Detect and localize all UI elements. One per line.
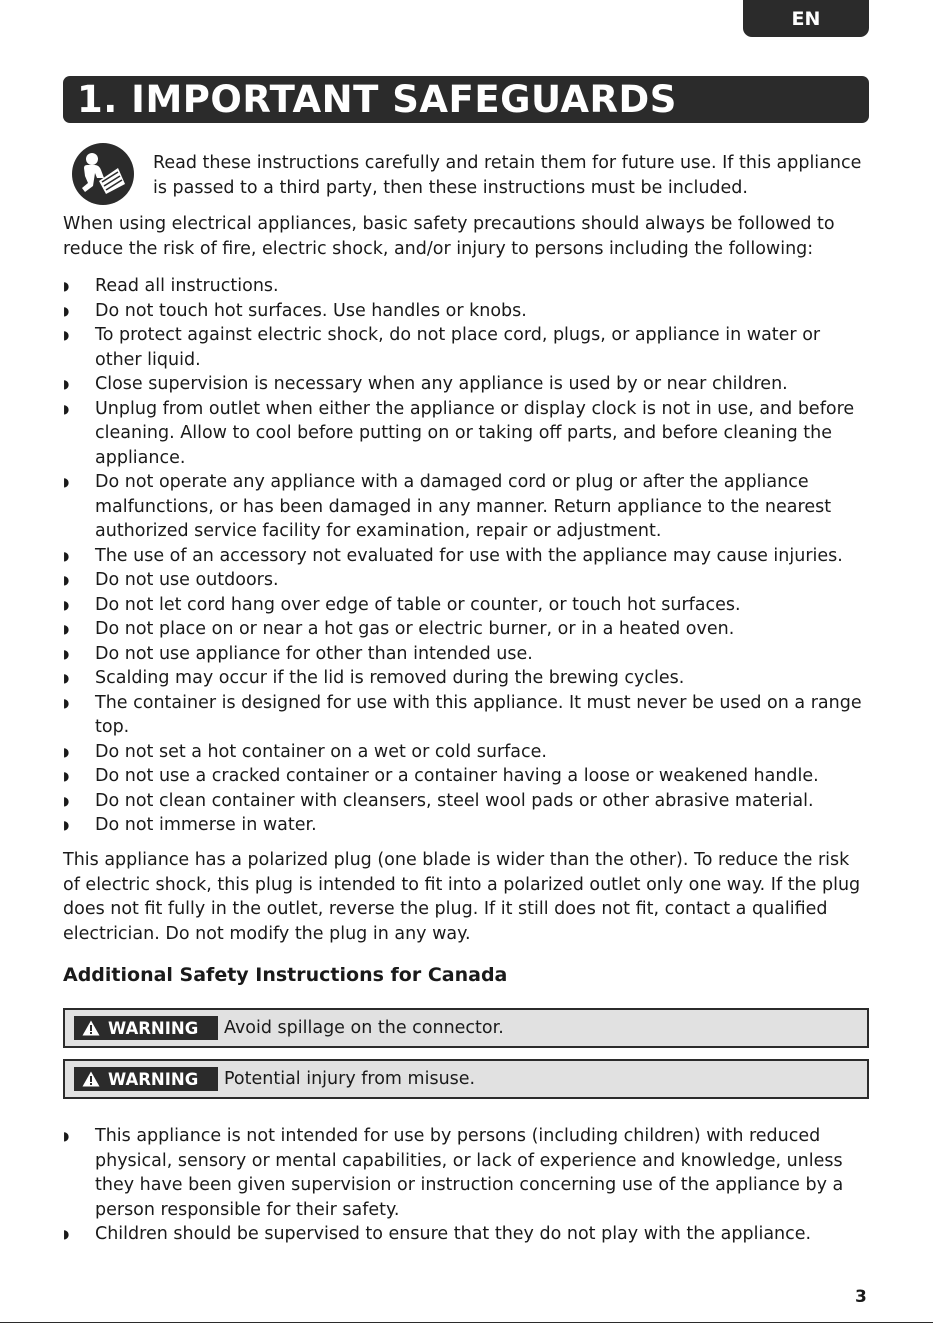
- list-item: ◗ Do not operate any appliance with a damaged cord or plug or after the appliance malfunctions, or has been damaged in any manner. Return appliance to the nearest authorized service facility for examination, repair or adjustment.: [63, 472, 832, 541]
- warning-label: WARNING: [74, 1016, 218, 1040]
- safeguards-list: [63, 274, 869, 838]
- bottom-divider: [0, 1322, 933, 1323]
- list-item: ◗ Do not use a cracked container or a container having a loose or weakened handle.: [63, 764, 869, 789]
- warning-label: WARNING: [74, 1067, 218, 1091]
- safety-precautions-paragraph: When using electrical appliances, basic safety precautions should always be followed to reduce the risk of fire, electric shock, and/or injury to persons including the following:: [63, 214, 835, 259]
- list-item: ◗ Do not touch hot surfaces. Use handles or knobs.: [63, 299, 869, 324]
- list-item: ◗ Do not use appliance for other than intended use.: [63, 642, 869, 667]
- read-manual-icon: [71, 142, 135, 206]
- intro-text: Read these instructions carefully and retain them for future use. If this appliance is passed to a third party, then these instructions must be included.: [153, 153, 862, 198]
- bullet-icon: ◗: [63, 475, 70, 489]
- section-title: 1. IMPORTANT SAFEGUARDS: [63, 76, 869, 123]
- bullet-icon: ◗: [63, 548, 70, 563]
- list-item: ◗ The use of an accessory not evaluated for use with the appliance may cause injuries.: [63, 544, 869, 569]
- warning-box: [63, 1008, 869, 1048]
- list-item: ◗ Read all instructions.: [63, 274, 869, 299]
- bullet-icon: ◗: [63, 573, 70, 587]
- bullet-icon: ◗: [63, 1129, 70, 1143]
- canada-heading: Additional Safety Instructions for Canada: [63, 964, 508, 986]
- bullet-icon: ◗: [63, 646, 70, 661]
- bullet-icon: ◗: [63, 793, 70, 808]
- bullet-icon: ◗: [63, 1227, 70, 1241]
- bullet-icon: ◗: [63, 328, 70, 342]
- bullet-icon: ◗: [63, 597, 70, 612]
- language-tab: EN: [743, 0, 869, 37]
- list-item: ◗ Children should be supervised to ensure that they do not play with the appliance.: [63, 1222, 869, 1247]
- bullet-icon: ◗: [63, 695, 70, 710]
- list-item: ◗ Do not immerse in water.: [63, 813, 869, 838]
- canada-instructions-list: [63, 1124, 869, 1247]
- list-item: ◗ Do not clean container with cleansers, steel wool pads or other abrasive material.: [63, 789, 869, 814]
- bullet-icon: ◗: [63, 279, 70, 293]
- bullet-icon: ◗: [63, 671, 70, 685]
- warning-text: Avoid spillage on the connector.: [224, 1018, 504, 1038]
- bullet-icon: ◗: [63, 744, 70, 759]
- warning-triangle-icon: [82, 1020, 100, 1036]
- bullet-icon: ◗: [63, 622, 70, 636]
- list-item: ◗ The container is designed for use with this appliance. It must never be used on a range top.: [63, 692, 862, 737]
- list-item: ◗ Close supervision is necessary when any appliance is used by or near children.: [63, 372, 869, 397]
- page-number: 3: [855, 1287, 867, 1307]
- bullet-icon: ◗: [63, 818, 70, 832]
- list-item: ◗ Unplug from outlet when either the appliance or display clock is not in use, and before cleaning. Allow to cool before putting on or taking off parts, and before cleaning the appliance.: [63, 398, 855, 468]
- bullet-icon: ◗: [63, 303, 70, 318]
- list-item: ◗ Scalding may occur if the lid is removed during the brewing cycles.: [63, 666, 869, 691]
- list-item: ◗ Do not set a hot container on a wet or cold surface.: [63, 740, 869, 765]
- list-item: ◗ This appliance is not intended for use by persons (including children) with reduced physical, sensory or mental capabilities, or lack of experience and knowledge, unless they have been given supervision or instruction concerning use of the appliance by a person responsible for their safety.: [63, 1126, 844, 1220]
- list-item: ◗ Do not let cord hang over edge of table or counter, or touch hot surfaces.: [63, 593, 869, 618]
- bullet-icon: ◗: [63, 401, 70, 416]
- bullet-icon: ◗: [63, 769, 70, 783]
- warning-box: [63, 1059, 869, 1099]
- list-item: ◗ Do not place on or near a hot gas or electric burner, or in a heated oven.: [63, 617, 869, 642]
- list-item: ◗ To protect against electric shock, do not place cord, plugs, or appliance in water or other liquid.: [63, 325, 821, 370]
- warning-triangle-icon: [82, 1071, 100, 1087]
- bullet-icon: ◗: [63, 377, 70, 391]
- list-item: ◗ Do not use outdoors.: [63, 568, 869, 593]
- polarized-plug-paragraph: This appliance has a polarized plug (one blade is wider than the other). To reduce the risk of electric shock, this plug is intended to fit into a polarized outlet only one way. If the plug does not fit fully in the outlet, reverse the plug. If it still does not fit, contact a qualified electrician. Do not modify the plug in any way.: [63, 850, 861, 944]
- warning-text: Potential injury from misuse.: [224, 1069, 476, 1089]
